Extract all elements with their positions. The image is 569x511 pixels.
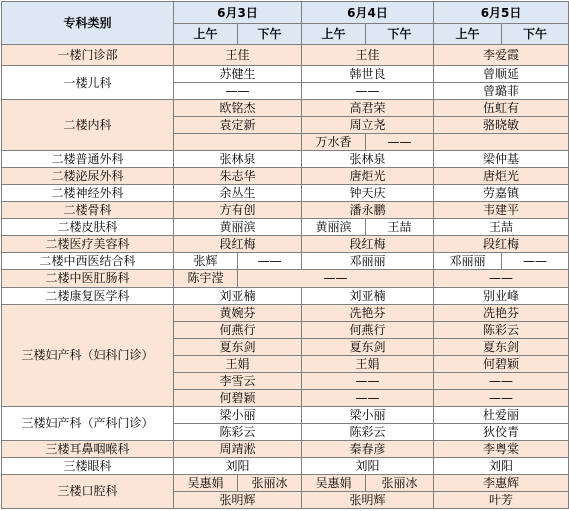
doctor-cell: 陈彩云 <box>174 423 302 440</box>
doctor-cell: 张丽冰 <box>366 474 434 491</box>
doctor-cell: 周靖淞 <box>174 440 302 457</box>
doctor-cell: 高君荣 <box>302 100 434 117</box>
doctor-cell: 唐炬光 <box>302 168 434 185</box>
doctor-cell: 别业峰 <box>434 287 569 304</box>
dept-name: 二楼骨科 <box>2 202 174 219</box>
doctor-cell: 邓丽丽 <box>302 253 434 270</box>
doctor-cell: 张丽冰 <box>238 474 302 491</box>
doctor-cell: 黄婉芬 <box>174 304 302 321</box>
doctor-cell: 夏东剑 <box>174 338 302 355</box>
doctor-cell: 张林泉 <box>174 151 302 168</box>
doctor-cell: 刘阳 <box>302 457 434 474</box>
header-pm: 下午 <box>366 24 434 45</box>
dept-name: 二楼医疗美容科 <box>2 236 174 253</box>
doctor-cell: —— <box>434 372 569 389</box>
doctor-cell: 王佳 <box>174 45 302 66</box>
doctor-cell: —— <box>302 83 434 100</box>
doctor-cell: 吴惠娟 <box>174 474 238 491</box>
doctor-cell: 吴惠娟 <box>302 474 366 491</box>
doctor-cell: 何碧颖 <box>434 355 569 372</box>
doctor-cell: 李爱霞 <box>434 45 569 66</box>
doctor-cell: 王喆 <box>366 219 434 236</box>
doctor-cell: 朱志华 <box>174 168 302 185</box>
doctor-cell: 夏东剑 <box>434 338 569 355</box>
doctor-cell: —— <box>302 389 434 406</box>
dept-name: 二楼皮肤科 <box>2 219 174 236</box>
doctor-cell: 秦春彦 <box>302 440 434 457</box>
doctor-cell: 杜爱丽 <box>434 406 569 423</box>
header-date-1: 6月3日 <box>174 2 302 24</box>
doctor-cell: —— <box>434 270 569 287</box>
header-pm: 下午 <box>502 24 569 45</box>
doctor-cell: 黄丽滨 <box>302 219 366 236</box>
doctor-cell: 王喆 <box>434 219 569 236</box>
doctor-cell: 狄佼青 <box>434 423 569 440</box>
doctor-cell: 钟天庆 <box>302 185 434 202</box>
doctor-cell: 周立尧 <box>302 117 434 134</box>
dept-name: 二楼内科 <box>2 100 174 151</box>
doctor-cell: 陈彩云 <box>302 423 434 440</box>
doctor-cell: 冼艳芬 <box>434 304 569 321</box>
dept-name: 二楼神经外科 <box>2 185 174 202</box>
dept-name: 二楼中西医结合科 <box>2 253 174 270</box>
doctor-cell: 梁仲基 <box>434 151 569 168</box>
doctor-cell: 何燕行 <box>302 321 434 338</box>
doctor-cell: 余丛生 <box>174 185 302 202</box>
dept-name: 三楼妇产科（产科门诊） <box>2 406 174 440</box>
dept-name: 三楼妇产科（妇科门诊） <box>2 304 174 406</box>
doctor-cell: 张明辉 <box>174 491 302 508</box>
doctor-cell: 何碧颖 <box>174 389 302 406</box>
doctor-cell: 刘亚楠 <box>302 287 434 304</box>
doctor-cell: 韦建平 <box>434 202 569 219</box>
dept-name: 一楼门诊部 <box>2 45 174 66</box>
doctor-cell: 曾璐菲 <box>434 83 569 100</box>
doctor-cell: 韩世良 <box>302 66 434 83</box>
doctor-cell: 袁定新 <box>174 117 302 134</box>
doctor-cell: 叶芳 <box>434 491 569 508</box>
doctor-cell: —— <box>238 253 302 270</box>
dept-name: 二楼普通外科 <box>2 151 174 168</box>
header-date-2: 6月4日 <box>302 2 434 24</box>
dept-name: 二楼中医肛肠科 <box>2 270 174 287</box>
doctor-cell: 邓丽丽 <box>434 253 502 270</box>
doctor-cell: 李雪云 <box>174 372 302 389</box>
doctor-cell: —— <box>174 83 302 100</box>
doctor-cell: —— <box>434 389 569 406</box>
dept-name: 一楼儿科 <box>2 66 174 100</box>
header-pm: 下午 <box>238 24 302 45</box>
doctor-cell: 陈彩云 <box>434 321 569 338</box>
doctor-cell: —— <box>302 372 434 389</box>
doctor-cell: 唐炬光 <box>434 168 569 185</box>
dept-name: 二楼康复医学科 <box>2 287 174 304</box>
doctor-cell: 劳嘉镇 <box>434 185 569 202</box>
dept-name: 三楼眼科 <box>2 457 174 474</box>
doctor-cell: 陈宇滢 <box>174 270 238 287</box>
doctor-cell: 段红梅 <box>174 236 302 253</box>
doctor-cell: 方有创 <box>174 202 302 219</box>
doctor-cell: 张林泉 <box>302 151 434 168</box>
doctor-cell: —— <box>238 270 434 287</box>
doctor-cell: 刘亚楠 <box>174 287 302 304</box>
doctor-cell: 冼艳芬 <box>302 304 434 321</box>
duty-schedule-table <box>1 1 569 509</box>
doctor-cell: 张明辉 <box>302 491 434 508</box>
dept-name: 二楼泌尿外科 <box>2 168 174 185</box>
header-dept: 专科类别 <box>2 2 174 45</box>
doctor-cell: 刘阳 <box>434 457 569 474</box>
header-date-3: 6月5日 <box>434 2 569 24</box>
doctor-cell: 万水香 <box>302 134 366 151</box>
header-am: 上午 <box>302 24 366 45</box>
header-am: 上午 <box>174 24 238 45</box>
doctor-cell: 刘阳 <box>174 457 302 474</box>
doctor-cell <box>174 134 302 151</box>
doctor-cell: 王佳 <box>302 45 434 66</box>
doctor-cell: 伍虹有 <box>434 100 569 117</box>
doctor-cell: 夏东剑 <box>302 338 434 355</box>
doctor-cell: 王娟 <box>174 355 302 372</box>
doctor-cell: 欧铭杰 <box>174 100 302 117</box>
doctor-cell: 骆晓敏 <box>434 117 569 134</box>
doctor-cell: 李惠辉 <box>434 474 569 491</box>
header-am: 上午 <box>434 24 502 45</box>
doctor-cell: 黄丽滨 <box>174 219 302 236</box>
doctor-cell: 王娟 <box>302 355 434 372</box>
doctor-cell: 张辉 <box>174 253 238 270</box>
doctor-cell: —— <box>366 134 434 151</box>
doctor-cell: 李粤棠 <box>434 440 569 457</box>
dept-name: 三楼口腔科 <box>2 474 174 508</box>
doctor-cell: 段红梅 <box>302 236 434 253</box>
doctor-cell: 何燕行 <box>174 321 302 338</box>
doctor-cell <box>434 134 569 151</box>
doctor-cell: 苏健生 <box>174 66 302 83</box>
doctor-cell: 梁小丽 <box>302 406 434 423</box>
dept-name: 三楼耳鼻咽喉科 <box>2 440 174 457</box>
doctor-cell: 段红梅 <box>434 236 569 253</box>
doctor-cell: 潘永鹏 <box>302 202 434 219</box>
doctor-cell: 曾顺延 <box>434 66 569 83</box>
doctor-cell: 梁小丽 <box>174 406 302 423</box>
doctor-cell: —— <box>502 253 569 270</box>
